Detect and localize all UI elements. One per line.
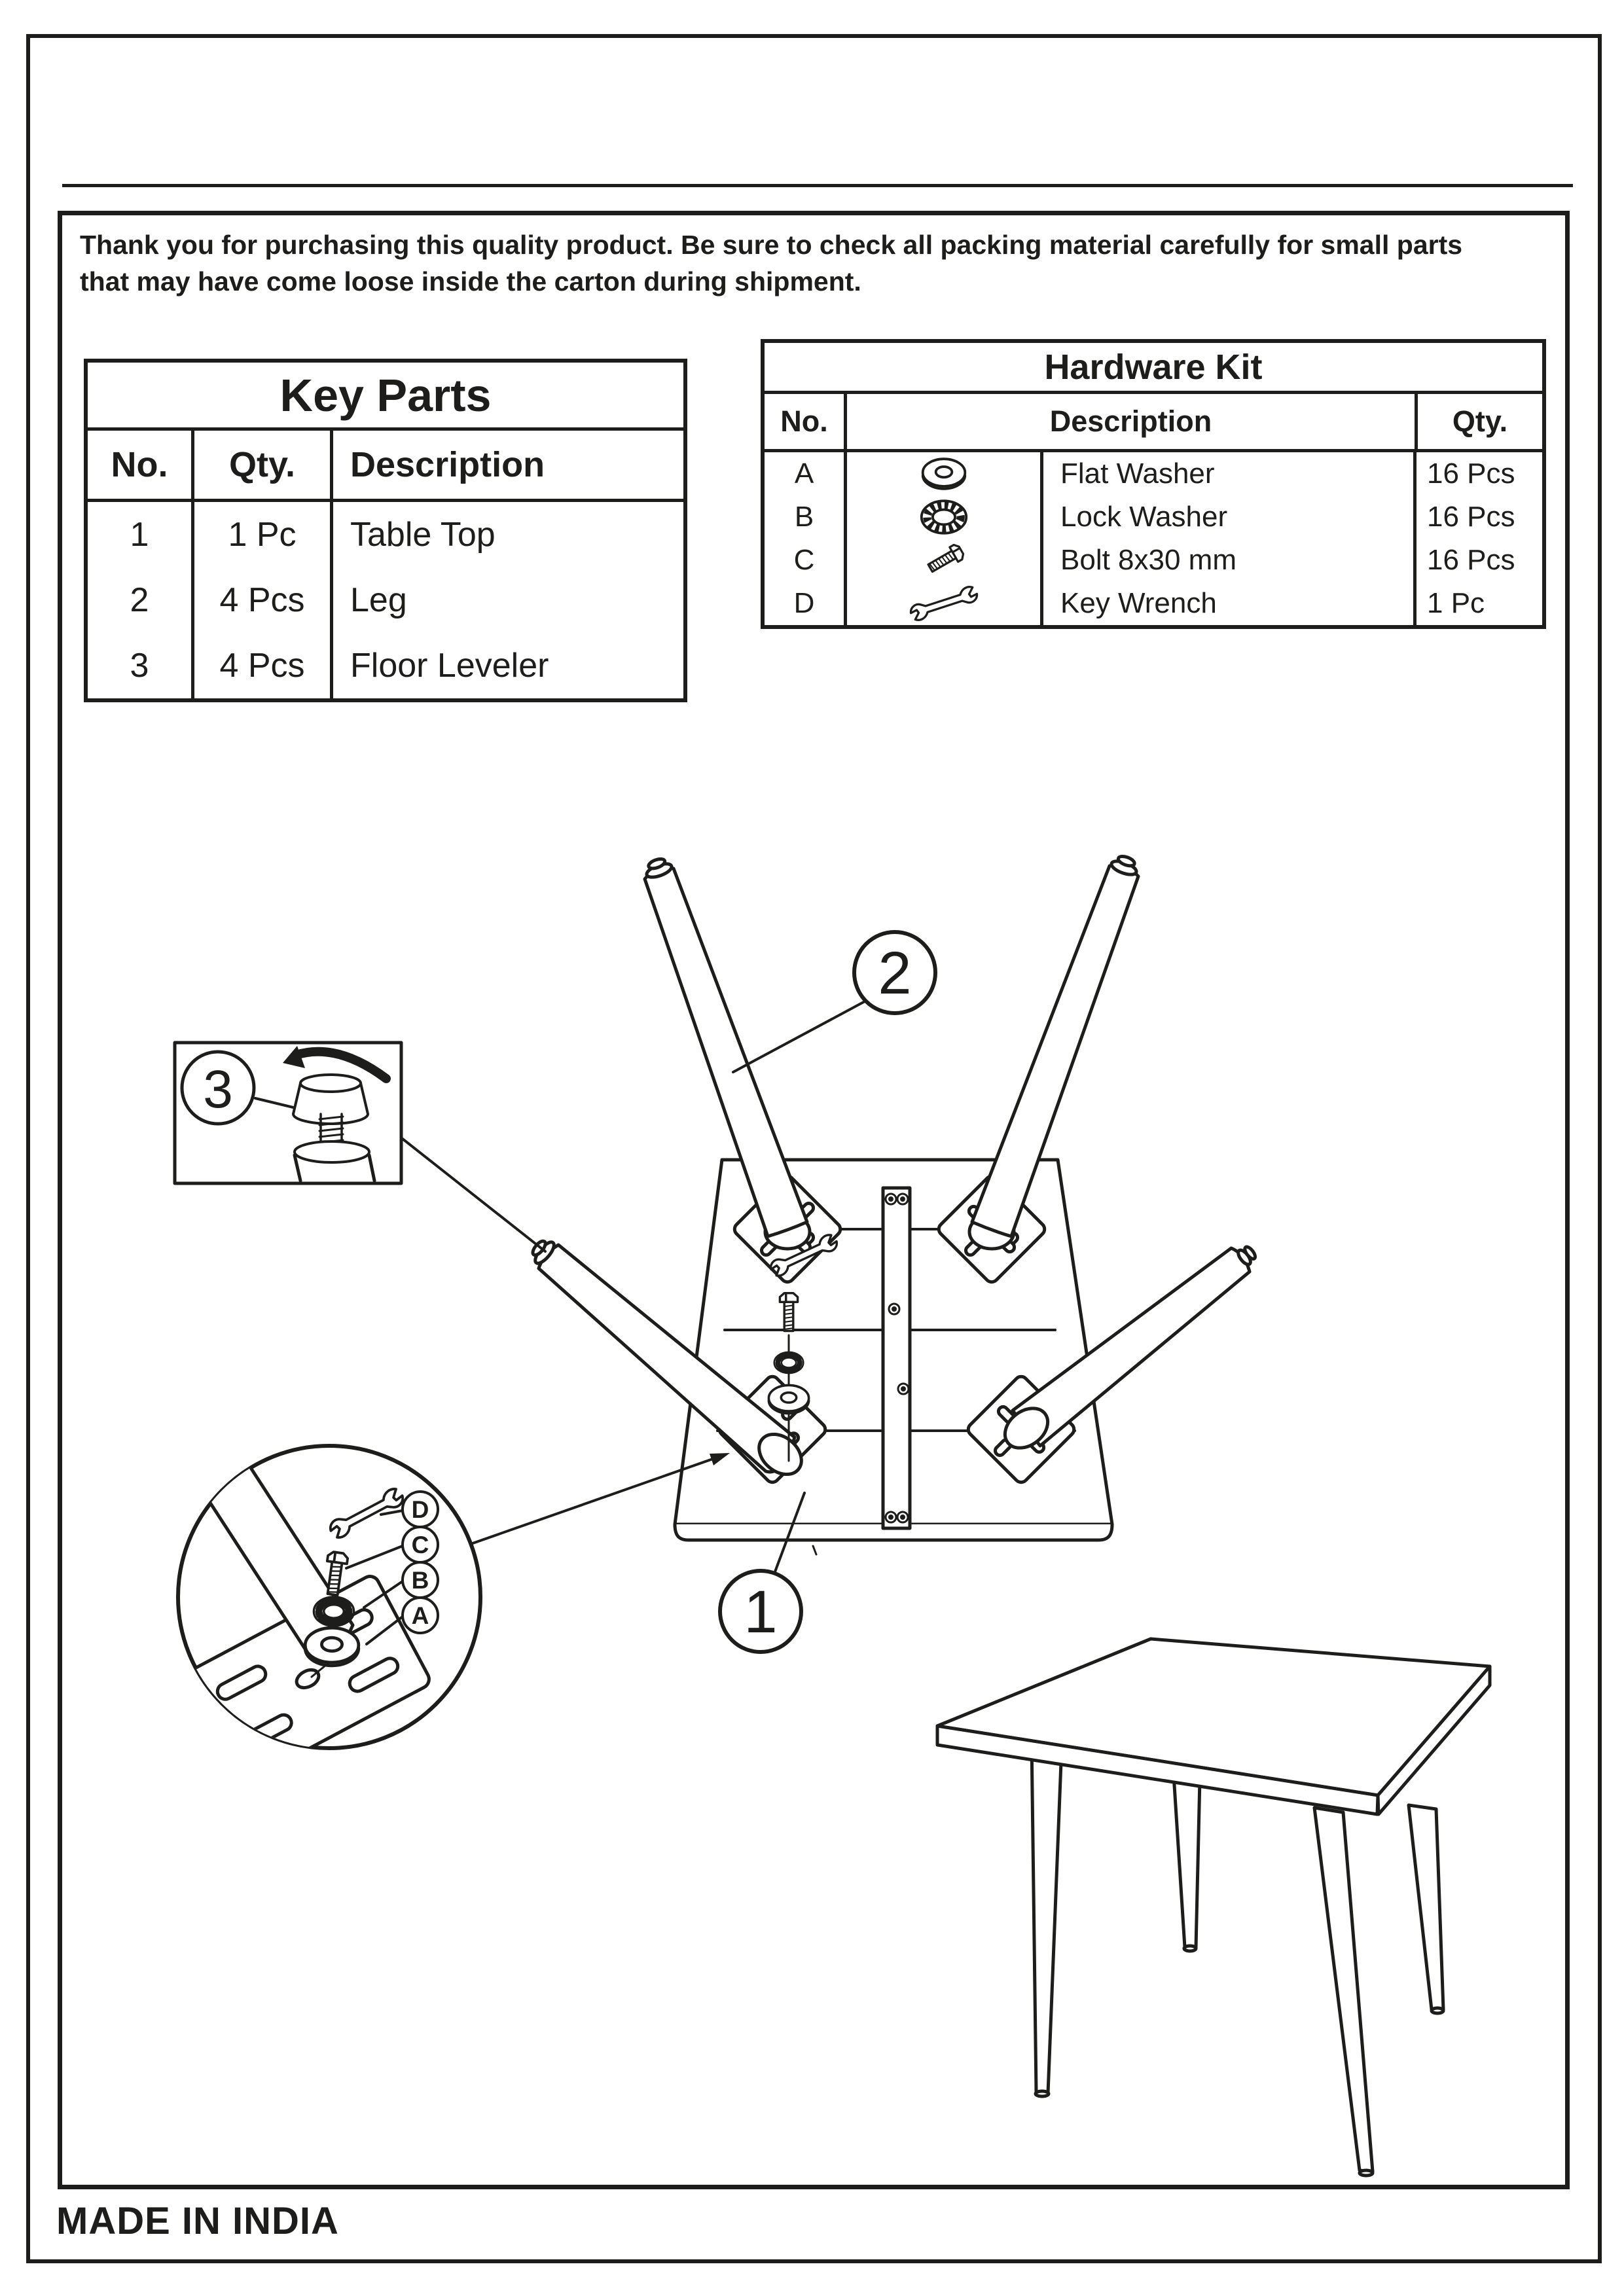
col-header-qty: Qty. [1452, 404, 1508, 438]
cell-description: Floor Leveler [350, 647, 549, 685]
hardware-detail-circle [178, 1439, 730, 1784]
label-lock-washer: B [411, 1567, 429, 1594]
col-header-description: Description [350, 445, 545, 484]
cell-no: 3 [88, 633, 194, 698]
col-header-description: Description [847, 394, 1418, 449]
col-header-no: No. [88, 431, 194, 499]
cell-qty: 4 Pcs [194, 633, 333, 698]
callout-floor-leveler-number: 3 [203, 1060, 233, 1119]
cell-description: Bolt 8x30 mm [1043, 539, 1416, 582]
lock-washer-icon [774, 1352, 804, 1373]
cell-description: Table Top [350, 516, 496, 554]
callout-leg [733, 932, 935, 1072]
cell-qty: 1 Pc [1427, 587, 1485, 619]
label-bolt: C [411, 1532, 429, 1558]
flat-washer-icon [305, 1628, 359, 1666]
floor-leveler-detail-box [175, 1043, 545, 1251]
col-header-no: No. [765, 394, 847, 449]
col-header-qty: Qty. [194, 431, 333, 499]
cell-description: Leg [350, 581, 407, 619]
cell-qty: 1 Pc [194, 502, 333, 567]
key-parts-title: Key Parts [88, 363, 683, 431]
cell-no: 2 [88, 567, 194, 633]
cell-description: Lock Washer [1043, 495, 1416, 539]
table-top-underside [675, 1160, 1112, 1554]
stretcher-bar [883, 1188, 910, 1528]
cell-no: A [765, 452, 847, 495]
bolt-icon: C [765, 539, 847, 582]
made-in-label: MADE IN INDIA [56, 2200, 339, 2242]
intro-text: Thank you for purchasing this quality product. Be sure to check all packing material carefully for small parts that may have come loose inside the carton during shipment. [80, 230, 1463, 296]
callout-table-top-number: 1 [744, 1579, 778, 1645]
cell-no: B [765, 495, 847, 539]
cell-no: D [765, 582, 847, 625]
flat-washer-icon [768, 1385, 808, 1413]
cell-qty: 16 Pcs [1427, 501, 1515, 533]
cell-qty: 16 Pcs [1427, 544, 1515, 576]
cell-description: Flat Washer [1043, 452, 1416, 495]
cell-qty: 4 Pcs [194, 567, 333, 633]
hardware-kit-title: Hardware Kit [765, 343, 1542, 394]
cell-qty: 16 Pcs [1427, 457, 1515, 490]
cell-description: Key Wrench [1043, 582, 1416, 625]
callout-leg-number: 2 [878, 940, 912, 1007]
label-wrench: D [411, 1496, 429, 1523]
lock-washer-icon [314, 1597, 353, 1626]
cell-no: 1 [88, 502, 194, 567]
assembled-table [937, 1639, 1490, 2176]
label-flat-washer: A [411, 1602, 429, 1629]
